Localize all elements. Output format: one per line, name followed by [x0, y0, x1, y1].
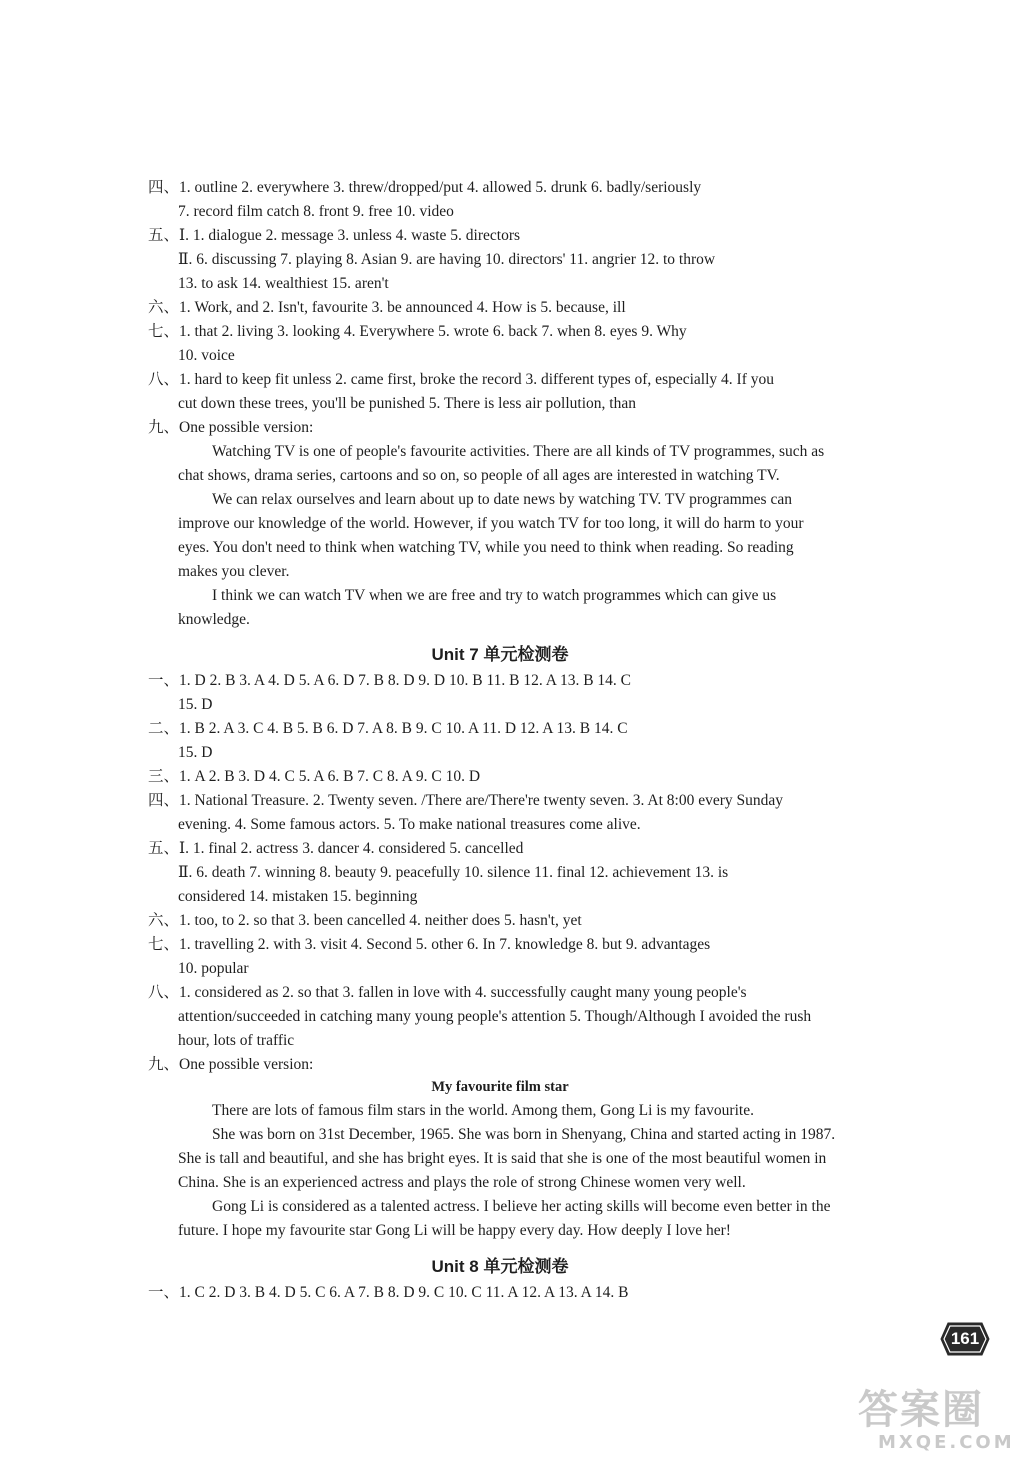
essay-line: Gong Li is considered as a talented actress. I believe her acting skills will become even better in the — [212, 1198, 831, 1215]
answer-line: 五、Ⅰ. 1. final 2. actress 3. dancer 4. considered 5. cancelled — [148, 840, 524, 857]
answer-line: attention/succeeded in catching many young people's attention 5. Though/Although I avoided the rush — [178, 1008, 812, 1025]
answer-line: 10. popular — [178, 960, 249, 977]
answer-line: 九、One possible version: — [148, 1056, 314, 1073]
essay-line: China. She is an experienced actress and plays the role of strong Chinese women very well. — [178, 1174, 746, 1191]
answer-line: hour, lots of traffic — [178, 1032, 295, 1049]
answer-line: 九、One possible version: — [148, 419, 314, 436]
unit7-title: Unit 7 单元检测卷 — [431, 645, 569, 664]
watermark-title: 答案圈 — [858, 1387, 984, 1433]
essay-line: She was born on 31st December, 1965. She was born in Shenyang, China and started acting in 1987. — [212, 1126, 836, 1143]
answer-line: 15. D — [178, 696, 213, 713]
essay-line: We can relax ourselves and learn about up to date news by watching TV. TV programmes can — [212, 491, 792, 508]
essay-line: future. I hope my favourite star Gong Li will be happy every day. How deeply I love her! — [178, 1222, 731, 1239]
answer-line: Ⅱ. 6. discussing 7. playing 8. Asian 9. are having 10. directors' 11. angrier 12. to throw — [178, 251, 716, 268]
answer-line: considered 14. mistaken 15. beginning — [178, 888, 418, 905]
answer-line: Ⅱ. 6. death 7. winning 8. beauty 9. peacefully 10. silence 11. final 12. achievement 13. is — [178, 864, 729, 881]
answer-line: 四、1. outline 2. everywhere 3. threw/dropped/put 4. allowed 5. drunk 6. badly/seriously — [148, 179, 702, 196]
answer-line: evening. 4. Some famous actors. 5. To make national treasures come alive. — [178, 816, 641, 833]
essay-line: chat shows, drama series, cartoons and so on, so people of all ages are interested in watching TV. — [178, 467, 780, 484]
essay-line: There are lots of famous film stars in the world. Among them, Gong Li is my favourite. — [212, 1102, 754, 1119]
watermark-url: MXQE.COM — [878, 1432, 1015, 1453]
answer-line: cut down these trees, you'll be punished 5. There is less air pollution, than — [178, 395, 636, 412]
answer-line: 一、1. D 2. B 3. A 4. D 5. A 6. D 7. B 8. D 9. D 10. B 11. B 12. A 13. B 14. C — [148, 672, 631, 689]
answer-line: 13. to ask 14. wealthiest 15. aren't — [178, 275, 389, 292]
answer-line: 六、1. Work, and 2. Isn't, favourite 3. be announced 4. How is 5. because, ill — [148, 299, 626, 316]
page-number: 161 — [950, 1329, 980, 1348]
essay-title: My favourite film star — [431, 1079, 569, 1095]
essay-line: Watching TV is one of people's favourite activities. There are all kinds of TV programmes, such as — [212, 443, 825, 460]
answer-line: 七、1. that 2. living 3. looking 4. Everywhere 5. wrote 6. back 7. when 8. eyes 9. Why — [148, 323, 687, 340]
answer-line: 二、1. B 2. A 3. C 4. B 5. B 6. D 7. A 8. B 9. C 10. A 11. D 12. A 13. B 14. C — [148, 720, 628, 737]
essay-line: I think we can watch TV when we are free and try to watch programmes which can give us — [212, 587, 777, 604]
answer-line: 一、1. C 2. D 3. B 4. D 5. C 6. A 7. B 8. D 9. C 10. C 11. A 12. A 13. A 14. B — [148, 1284, 629, 1301]
essay-line: eyes. You don't need to think when watching TV, while you need to think when reading. So reading — [178, 539, 794, 556]
answer-line: 四、1. National Treasure. 2. Twenty seven. /There are/There're twenty seven. 3. At 8:00 every Sunday — [148, 792, 784, 809]
essay-line: She is tall and beautiful, and she has bright eyes. It is said that she is one of the most beautiful women in — [178, 1150, 827, 1167]
answer-line: 7. record film catch 8. front 9. free 10. video — [178, 203, 454, 220]
page-number-badge — [940, 1322, 990, 1356]
unit8-title: Unit 8 单元检测卷 — [431, 1257, 569, 1276]
answer-line: 八、1. considered as 2. so that 3. fallen in love with 4. successfully caught many young people's — [148, 984, 747, 1001]
answer-line: 15. D — [178, 744, 213, 761]
answer-line: 八、1. hard to keep fit unless 2. came first, broke the record 3. different types of, especially 4. If you — [148, 371, 774, 388]
answer-line: 七、1. travelling 2. with 3. visit 4. Second 5. other 6. In 7. knowledge 8. but 9. advantages — [148, 936, 711, 953]
essay-line: makes you clever. — [178, 563, 290, 580]
answer-line: 三、1. A 2. B 3. D 4. C 5. A 6. B 7. C 8. A 9. C 10. D — [148, 768, 481, 785]
essay-line: knowledge. — [178, 611, 250, 628]
answer-line: 10. voice — [178, 347, 235, 364]
answer-line: 六、1. too, to 2. so that 3. been cancelled 4. neither does 5. hasn't, yet — [148, 912, 582, 929]
answer-line: 五、Ⅰ. 1. dialogue 2. message 3. unless 4. waste 5. directors — [148, 227, 521, 244]
watermark-logo — [858, 1388, 1015, 1454]
essay-line: improve our knowledge of the world. However, if you watch TV for too long, it will do harm to your — [178, 515, 804, 532]
